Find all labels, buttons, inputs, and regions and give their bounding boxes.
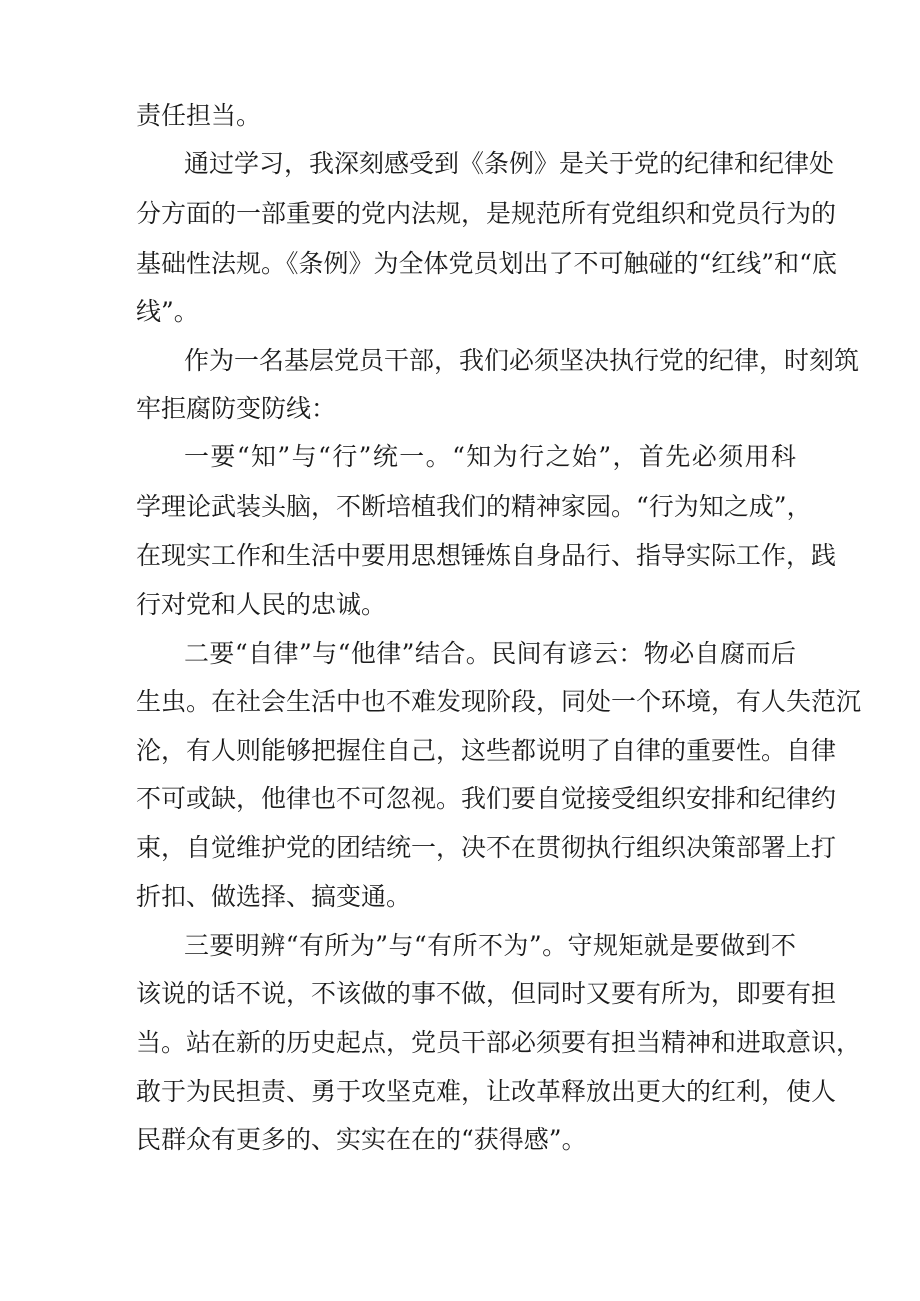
paragraph-line: 线”。	[136, 297, 199, 326]
paragraph-line: 二要“自律”与“他律”结合。民间有谚云：物必自腐而后	[184, 639, 796, 668]
paragraph-line: 牢拒腐防变防线：	[136, 394, 337, 423]
paragraph-line: 学理论武装头脑，不断培植我们的精神家园。“行为知之成”，	[136, 492, 812, 521]
paragraph-line: 束，自觉维护党的团结统一，决不在贯彻执行组织决策部署上打	[136, 833, 837, 862]
paragraph-line: 一要“知”与“行”统一。“知为行之始”，首先必须用科	[184, 442, 796, 471]
paragraph-line: 三要明辨“有所为”与“有所不为”。守规矩就是要做到不	[184, 931, 796, 960]
paragraph-line: 生虫。在社会生活中也不难发现阶段，同处一个环境，有人失范沉	[136, 687, 862, 716]
paragraph-line: 通过学习，我深刻感受到《条例》是关于党的纪律和纪律处	[184, 149, 835, 178]
paragraph-line: 行对党和人民的忠诚。	[136, 590, 387, 619]
paragraph-line: 沦，有人则能够把握住自己，这些都说明了自律的重要性。自律	[136, 736, 837, 765]
paragraph-line: 敢于为民担责、勇于攻坚克难，让改革释放出更大的红利，使人	[136, 1077, 837, 1106]
paragraph-line: 作为一名基层党员干部，我们必须坚决执行党的纪律，时刻筑	[184, 346, 860, 375]
paragraph-line: 该说的话不说，不该做的事不做，但同时又要有所为，即要有担	[136, 979, 837, 1008]
paragraph-line: 当。站在新的历史起点，党员干部必须要有担当精神和进取意识，	[136, 1028, 862, 1057]
paragraph-line: 分方面的一部重要的党内法规，是规范所有党组织和党员行为的	[136, 199, 837, 228]
paragraph-line: 折扣、做选择、搞变通。	[136, 882, 412, 911]
paragraph-line: 在现实工作和生活中要用思想锤炼自身品行、指导实际工作，践	[136, 541, 837, 570]
paragraph-line: 责任担当。	[136, 101, 262, 130]
paragraph-line: 不可或缺，他律也不可忽视。我们要自觉接受组织安排和纪律约	[136, 784, 837, 813]
paragraph-line: 民群众有更多的、实实在在的“获得感”。	[136, 1125, 587, 1154]
paragraph-line: 基础性法规。《条例》为全体党员划出了不可触碰的“红线”和“底	[136, 249, 837, 278]
